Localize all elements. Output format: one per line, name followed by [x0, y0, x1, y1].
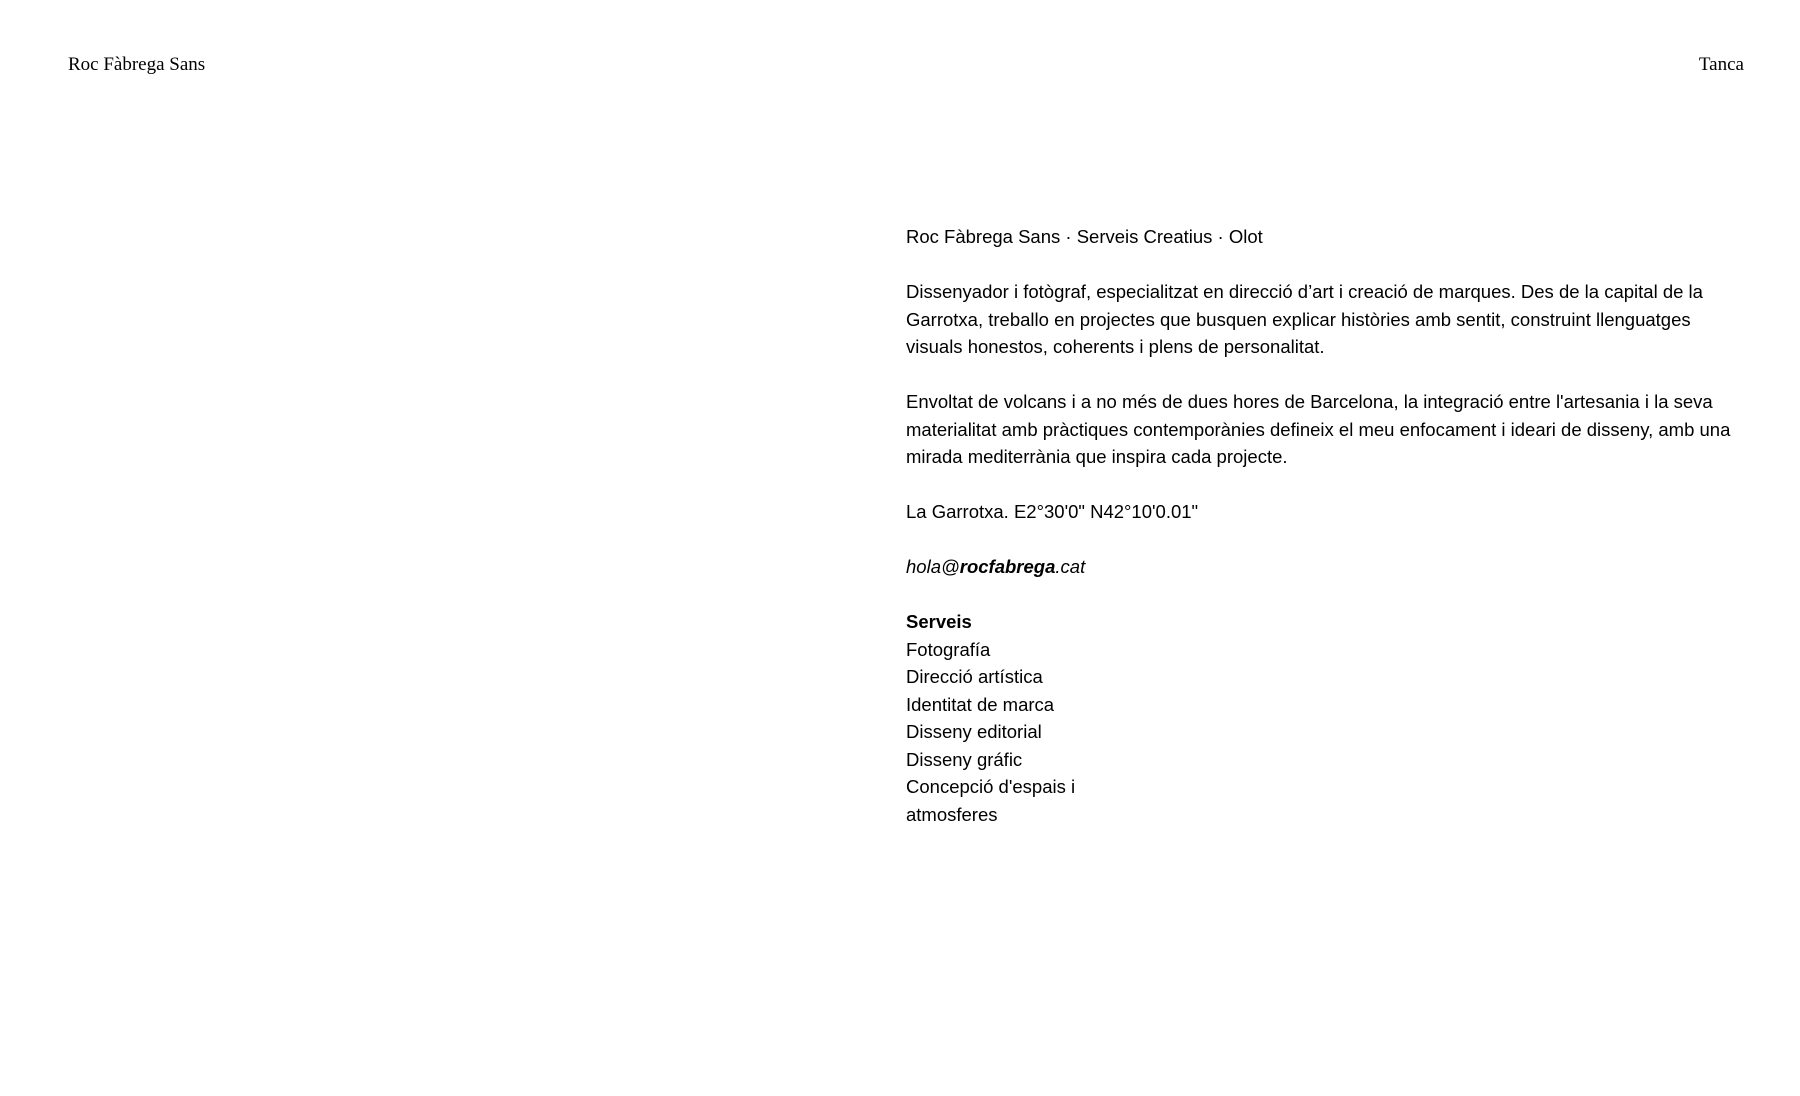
email-row: [906, 553, 1746, 581]
services-list: [906, 636, 1086, 829]
location-coordinates: La Garrotxa. E2°30'0" N42°10'0.01": [906, 501, 1199, 522]
services-title: Serveis: [906, 611, 972, 632]
bio-paragraph-2: Envoltat de volcans i a no més de dues hores de Barcelona, la integració entre l'artesania i la seva materialitat amb pràctiques contemporànies defineix el meu enfocament i ideari de disseny, amb una mirada mediterrània que inspira cada projecte.: [906, 391, 1731, 467]
email-tld: .cat: [1055, 556, 1086, 577]
email-link[interactable]: [906, 556, 1085, 577]
service-item-photography: Fotografía: [906, 638, 991, 660]
bio-paragraph-1: Dissenyador i fotògraf, especialitzat en direcció d’art i creació de marques. Des de la capital de la Garrotxa, treballo en projectes que busquen explicar històries amb sentit, construint llenguatges visuals honestos, coherents i plens de personalitat.: [906, 281, 1703, 357]
services-section: [906, 608, 1746, 828]
close-link[interactable]: Tanca: [1698, 54, 1744, 75]
service-item-graphic-design: Disseny gráfic: [906, 748, 1023, 770]
email-domain: rocfabrega: [959, 556, 1056, 577]
service-item-spaces-atmospheres: Concepció d'espais i atmosferes: [906, 776, 1076, 825]
info-panel: [906, 223, 1746, 828]
service-item-art-direction: Direcció artística: [906, 666, 1043, 687]
site-name-link[interactable]: Roc Fàbrega Sans: [68, 54, 206, 75]
service-item-brand-identity: Identitat de marca: [906, 693, 1055, 715]
email-user: hola@: [906, 556, 960, 577]
tagline: Roc Fàbrega Sans · Serveis Creatius · Olot: [906, 226, 1263, 247]
service-item-editorial-design: Disseny editorial: [906, 721, 1042, 742]
